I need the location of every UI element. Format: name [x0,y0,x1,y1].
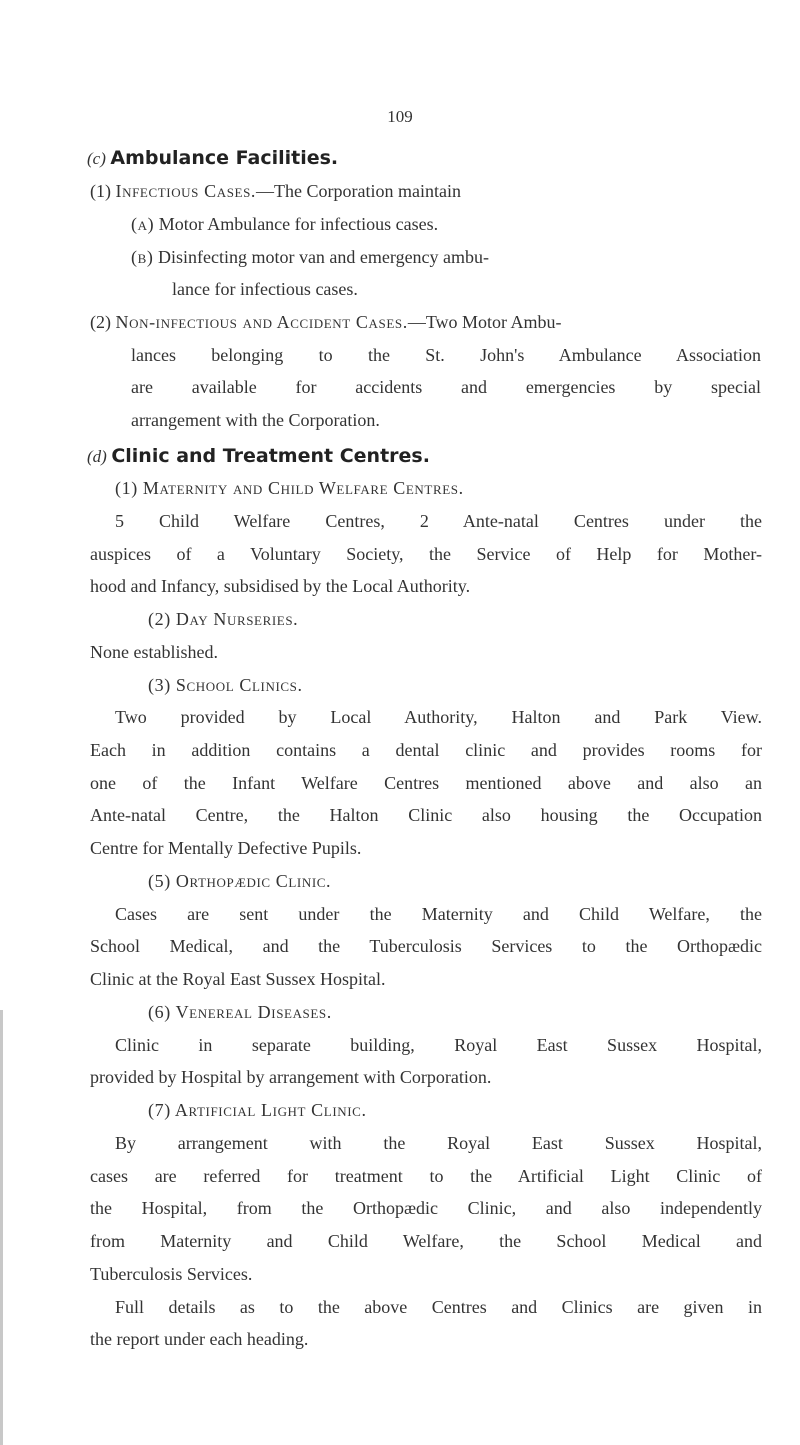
text-line: School Medical, and the Tuberculosis Services to the Orthopædic [90,936,762,956]
text-line: Tuberculosis Services. [90,1264,253,1284]
sub-item-text: Motor Ambulance for infectious cases. [158,214,439,234]
text-line: Cases are sent under the Maternity and Child Welfare, the [115,904,762,924]
orthopaedic-title: (5) Orthopædic Clinic. [148,871,332,891]
non-infectious-text: —Two Motor Ambu- [407,312,562,332]
sub-item-label: (a) [131,214,155,234]
infectious-cases-line [90,180,461,202]
item-number: (1) [90,181,111,201]
text-line: hood and Infancy, subsidised by the Local Authority. [90,576,471,596]
text-line: 5 Child Welfare Centres, 2 Ante-natal Centres under the [115,511,762,531]
text-line: Ante-natal Centre, the Halton Clinic also housing the Occupation [90,805,762,825]
school-clinics-title: (3) School Clinics. [148,675,303,695]
day-nurseries-title: (2) Day Nurseries. [148,609,299,629]
infectious-cases-title: Infectious Cases. [115,181,256,201]
text-line: Each in addition contains a dental clinic and provides rooms for [90,740,762,760]
text-line: arrangement with the Corporation. [131,410,380,430]
text-line: Clinic in separate building, Royal East Sussex Hospital, [115,1035,762,1055]
item-number: (2) [90,312,111,332]
text-line: Centre for Mentally Defective Pupils. [90,838,362,858]
section-d-heading [87,445,430,468]
text-line: one of the Infant Welfare Centres mentioned above and also an [90,773,762,793]
venereal-title: (6) Venereal Diseases. [148,1002,332,1022]
section-d-marker: (d) [87,447,107,466]
sub-item-label: (b) [131,247,154,267]
section-c-heading [87,147,338,170]
disinfecting-van-line [131,246,489,268]
text-line: cases are referred for treatment to the Artificial Light Clinic of [90,1166,762,1186]
maternity-title: (1) Maternity and Child Welfare Centres. [115,478,464,498]
infectious-cases-text: —The Corporation maintain [256,181,461,201]
text-line: By arrangement with the Royal East Sussex Hospital, [115,1133,762,1153]
non-infectious-line [90,311,562,333]
text-line: Clinic at the Royal East Sussex Hospital. [90,969,386,989]
text-line: None established. [90,642,218,662]
text-line: Full details as to the above Centres and Clinics are given in [115,1297,762,1317]
section-c-marker: (c) [87,149,106,168]
text-line: auspices of a Voluntary Society, the Service of Help for Mother- [90,544,762,564]
text-line: provided by Hospital by arrangement with Corporation. [90,1067,492,1087]
text-line: Two provided by Local Authority, Halton and Park View. [115,707,762,727]
artificial-light-title: (7) Artificial Light Clinic. [148,1100,367,1120]
motor-ambulance-line [131,213,438,235]
page-edge-shadow [0,1010,3,1445]
page-number: 109 [387,107,413,126]
section-c-title: Ambulance Facilities. [110,147,339,169]
text-line: the report under each heading. [90,1329,309,1349]
sub-item-text: Disinfecting motor van and emergency ambu- [157,247,490,267]
text-line: are available for accidents and emergencies by special [131,377,761,397]
text-line: lances belonging to the St. John's Ambulance Association [131,345,761,365]
text-line: the Hospital, from the Orthopædic Clinic, and also independently [90,1198,762,1218]
text-line: lance for infectious cases. [172,279,358,299]
section-d-title: Clinic and Treatment Centres. [111,445,430,467]
text-line: from Maternity and Child Welfare, the School Medical and [90,1231,762,1251]
non-infectious-title: Non-infectious and Accident Cases. [115,312,408,332]
